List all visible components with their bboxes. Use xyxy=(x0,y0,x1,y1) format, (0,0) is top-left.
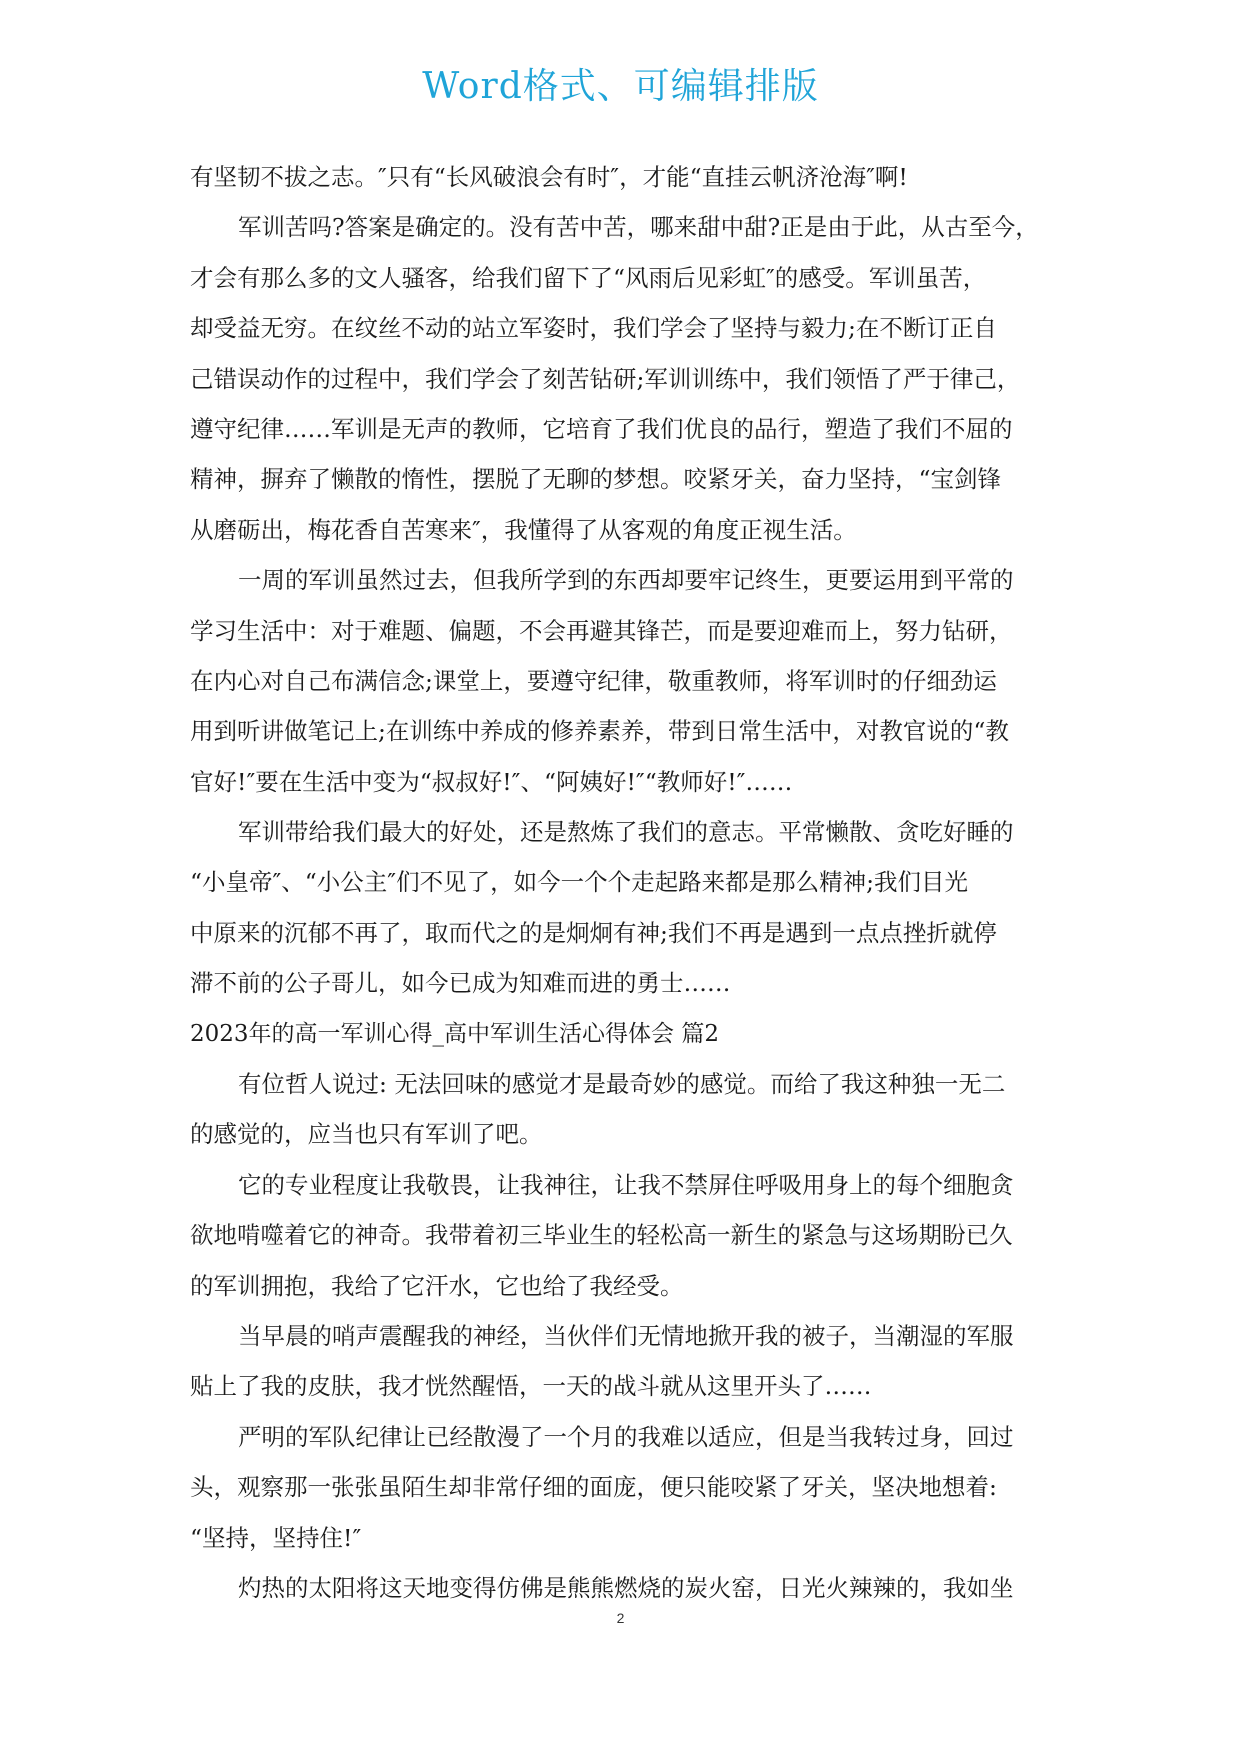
section-heading: 2023年的高一军训心得_高中军训生活心得体会 篇2 xyxy=(190,1020,719,1047)
body-text-line: “坚持，坚持住!″ xyxy=(190,1523,362,1552)
body-text-line: 在内心对自己布满信念;课堂上，要遵守纪律，敬重教师，将军训时的仔细劲运 xyxy=(190,666,997,695)
page-number: 2 xyxy=(616,1610,625,1626)
body-text-line: 的军训拥抱，我给了它汗水，它也给了我经受。 xyxy=(190,1271,684,1300)
body-text-line: 学习生活中：对于难题、偏题，不会再避其锋芒，而是要迎难而上，努力钻研， xyxy=(190,616,1013,645)
document-header-title: Word格式、可编辑排版 xyxy=(422,66,819,107)
body-text-line: 军训带给我们最大的好处，还是熬炼了我们的意志。平常懒散、贪吃好睡的 xyxy=(238,818,1014,847)
body-text-line: 有位哲人说过: 无法回味的感觉才是最奇妙的感觉。而给了我这种独一无二 xyxy=(238,1070,1006,1099)
body-text-line: 才会有那么多的文人骚客，给我们留下了“风雨后见彩虹″的感受。军训虽苦， xyxy=(190,263,987,292)
body-text-line: 有坚韧不拔之志。″只有“长风破浪会有时″，才能“直挂云帆济沧海″啊! xyxy=(190,163,908,191)
body-text-line: 遵守纪律……军训是无声的教师，它培育了我们优良的品行，塑造了我们不屈的 xyxy=(190,414,1013,443)
body-text-line: 它的专业程度让我敬畏，让我神往，让我不禁屏住呼吸用身上的每个细胞贪 xyxy=(238,1170,1014,1199)
body-text-line: 却受益无穷。在纹丝不动的站立军姿时，我们学会了坚持与毅力;在不断订正自 xyxy=(190,314,997,343)
body-text-line: 贴上了我的皮肤，我才恍然醒悟，一天的战斗就从这里开头了…… xyxy=(190,1372,872,1401)
body-text-line: 滞不前的公子哥儿，如今已成为知难而进的勇士…… xyxy=(190,969,731,998)
body-text-line: 用到听讲做笔记上;在训练中养成的修养素养，带到日常生活中，对教官说的“教 xyxy=(190,717,1009,746)
body-text-line: 己错误动作的过程中，我们学会了刻苦钻研;军训训练中，我们领悟了严于律己， xyxy=(190,364,1021,393)
body-text-line: 的感觉的，应当也只有军训了吧。 xyxy=(190,1120,543,1149)
body-text-line: 欲地啃噬着它的神奇。我带着初三毕业生的轻松高一新生的紧急与这场期盼已久 xyxy=(190,1221,1013,1250)
body-text-line: 头，观察那一张张虽陌生却非常仔细的面庞，便只能咬紧了牙关，坚决地想着: xyxy=(190,1473,997,1502)
body-text-line: 灼热的太阳将这天地变得仿佛是熊熊燃烧的炭火窑，日光火辣辣的，我如坐 xyxy=(238,1573,1014,1602)
body-text-line: 严明的军队纪律让已经散漫了一个月的我难以适应，但是当我转过身，回过 xyxy=(238,1422,1014,1451)
body-text-line: 从磨砺出，梅花香自苦寒来″，我懂得了从客观的角度正视生活。 xyxy=(190,515,857,544)
body-text-line: 官好!″要在生活中变为“叔叔好!″、“阿姨好!″“教师好!″…… xyxy=(190,767,793,796)
body-text-line: “小皇帝″、“小公主″们不见了，如今一个个走起路来都是那么精神;我们目光 xyxy=(190,868,969,897)
body-text-line: 一周的军训虽然过去，但我所学到的东西却要牢记终生，更要运用到平常的 xyxy=(238,566,1014,595)
body-text-line: 军训苦吗?答案是确定的。没有苦中苦，哪来甜中甜?正是由于此，从古至今， xyxy=(238,213,1039,242)
body-text-line: 精神，摒弃了懒散的惰性，摆脱了无聊的梦想。咬紧牙关，奋力坚持，“宝剑锋 xyxy=(190,465,1002,494)
document-body xyxy=(190,152,1090,1613)
body-text-line: 中原来的沉郁不再了，取而代之的是炯炯有神;我们不再是遇到一点点挫折就停 xyxy=(190,918,997,947)
body-text-line: 当早晨的哨声震醒我的神经，当伙伴们无情地掀开我的被子，当潮湿的军服 xyxy=(238,1321,1014,1350)
